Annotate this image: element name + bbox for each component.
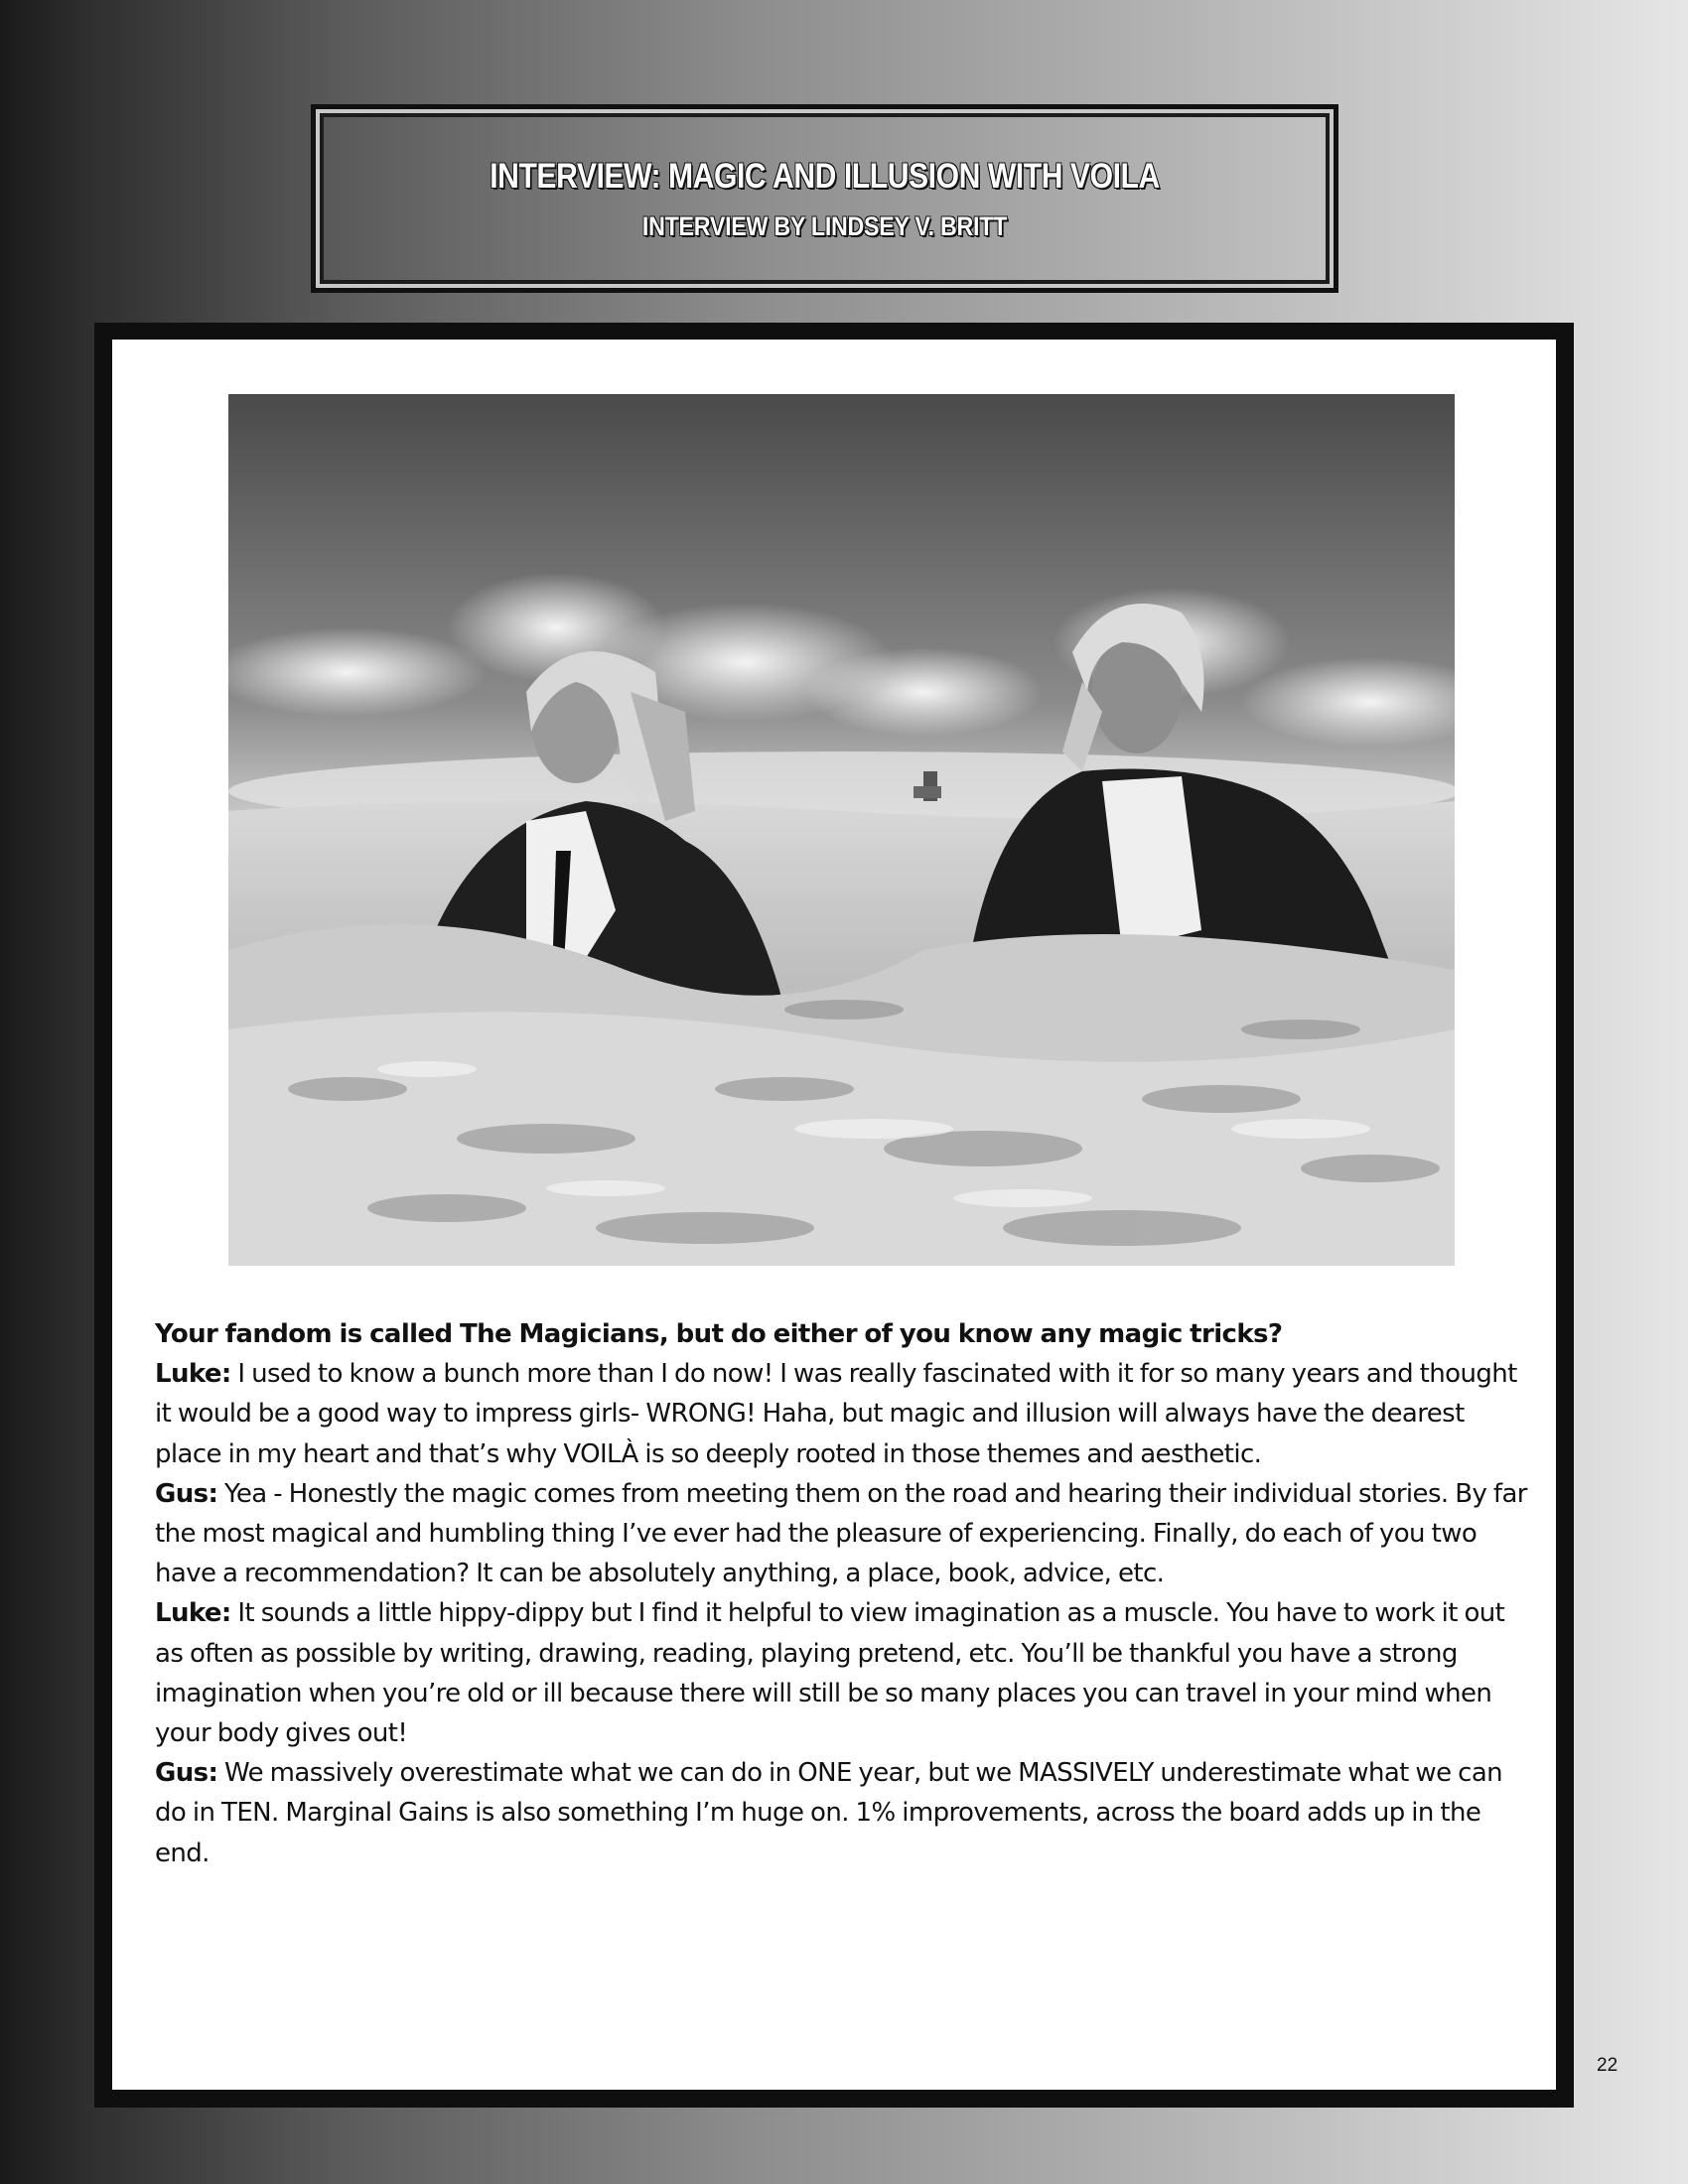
answer-text: I used to know a bunch more than I do now! I was really fascinated with it for so many years and thought it would be a good way to impress girls- WRONG! Haha, but magic and illusion will always have the dearest place in my heart and that’s why VOILÀ is so deeply rooted in those themes and aesthetic. <box>155 1359 1517 1469</box>
beach-photo-icon <box>228 394 1455 1266</box>
answer-paragraph <box>155 1753 1535 1873</box>
answer-text: It sounds a little hippy-dippy but I find it helpful to view imagination as a muscle. You have to work it out as often as possible by writing, drawing, reading, playing pretend, etc. You’ll be thankful you have a strong imagination when you’re old or ill because there will still be so many places you can travel in your mind when your body gives out! <box>155 1598 1505 1749</box>
header-box <box>311 104 1338 293</box>
answer-text: Yea - Honestly the magic comes from meeting them on the road and hearing their individual stories. By far the most magical and humbling thing I’ve ever had the pleasure of experiencing. Finally, do each of you two have a recommendation? It can be absolutely anything, a place, book, advice, etc. <box>155 1478 1527 1589</box>
page-number: 22 <box>1597 2055 1618 2076</box>
speaker-label: Luke: <box>155 1598 231 1629</box>
article-byline: INTERVIEW BY LINDSEY V. BRITT <box>641 211 1008 241</box>
speaker-label: Luke: <box>155 1359 231 1390</box>
answer-paragraph <box>155 1593 1535 1753</box>
speaker-label: Gus: <box>155 1478 218 1509</box>
content-panel <box>112 340 1556 2090</box>
speaker-label: Gus: <box>155 1758 218 1789</box>
answer-text: We massively overestimate what we can do in ONE year, but we MASSIVELY underestimate what we can do in TEN. Marginal Gains is also something I’m huge on. 1% improvements, across the board adds up in the end. <box>155 1758 1503 1868</box>
answer-paragraph <box>155 1354 1535 1474</box>
article-title: INTERVIEW: MAGIC AND ILLUSION WITH VOILA <box>490 157 1160 196</box>
content-frame <box>94 323 1574 2108</box>
interview-question: Your fandom is called The Magicians, but do either of you know any magic tricks? <box>155 1319 1283 1349</box>
article-body <box>155 1314 1535 1873</box>
answer-paragraph <box>155 1474 1535 1594</box>
